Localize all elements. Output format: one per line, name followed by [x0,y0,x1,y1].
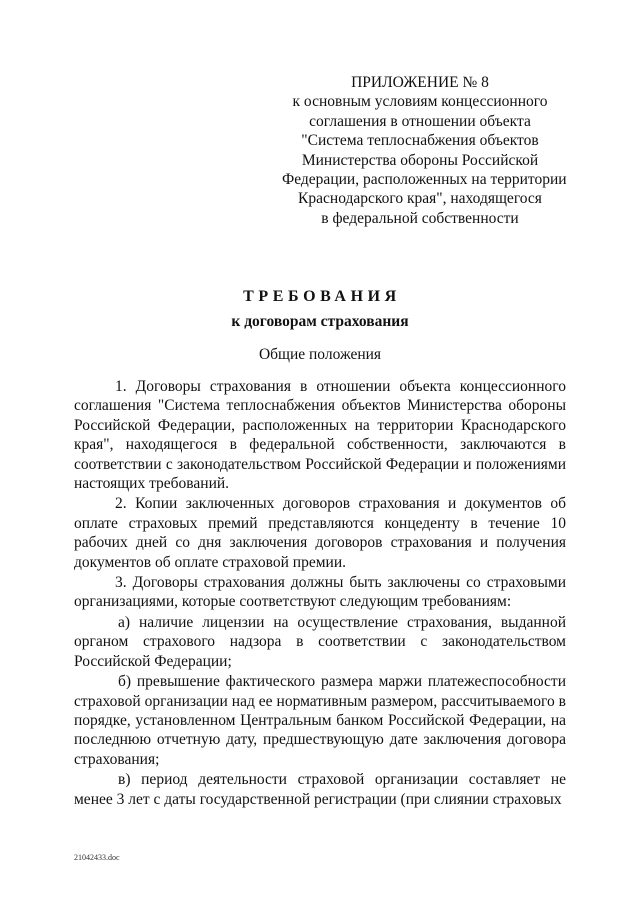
appendix-line: Федерации, расположенных на территории [282,171,567,189]
paragraph-3b: б) превышение фактического размера маржи платежеспособности страховой организации над ее нормативным размером, рассчитываемого в порядке, установленном Центральным банком Российской Федерации, на последнюю отчетную дату, предшествующую дате заключения договора страхования; [74,673,566,768]
appendix-line: к основным условиям концессионного [292,93,548,111]
appendix-line: Краснодарского края", находящегося [298,190,542,208]
appendix-line: соглашения в отношении объекта [309,112,531,130]
appendix-line: "Система теплоснабжения объектов [301,132,539,150]
paragraph-1: 1. Договоры страхования в отношении объекта концессионного соглашения "Система теплоснабжения объектов Министерства обороны Российской Федерации, расположенных на территории Краснодарского края", находящегося в федеральной собственности, заключаются в соответствии с законодательством Российской Федерации и положениями настоящих требований. [74,378,566,493]
paragraph-3: 3. Договоры страхования должны быть заключены со страховыми организациями, которые соответствуют следующим требованиям: [74,574,566,611]
appendix-line: в федеральной собственности [321,209,519,227]
document-title: ТРЕБОВАНИЯ [243,288,401,305]
document-subtitle: к договорам страхования [231,313,409,330]
paragraph-3c: в) период деятельности страховой организации составляет не менее 3 лет с даты государственной регистрации (при слиянии страховых [74,771,566,808]
appendix-header [282,73,567,228]
footer-doc-id: 21042433.doc [74,853,120,862]
document-body [74,377,566,810]
appendix-number: ПРИЛОЖЕНИЕ № 8 [351,74,489,91]
section-heading: Общие положения [258,346,382,363]
appendix-line: Министерства обороны Российской [301,151,539,169]
paragraph-3a: а) наличие лицензии на осуществление страхования, выданной органом страхового надзора в соответствии с законодательством Российской Федерации; [74,613,566,670]
paragraph-2: 2. Копии заключенных договоров страхования и документов об оплате страховых премий представляются концеденту в течение 10 рабочих дней со дня заключения договоров страхования и получения документов об оплате страховой премии. [74,495,566,571]
